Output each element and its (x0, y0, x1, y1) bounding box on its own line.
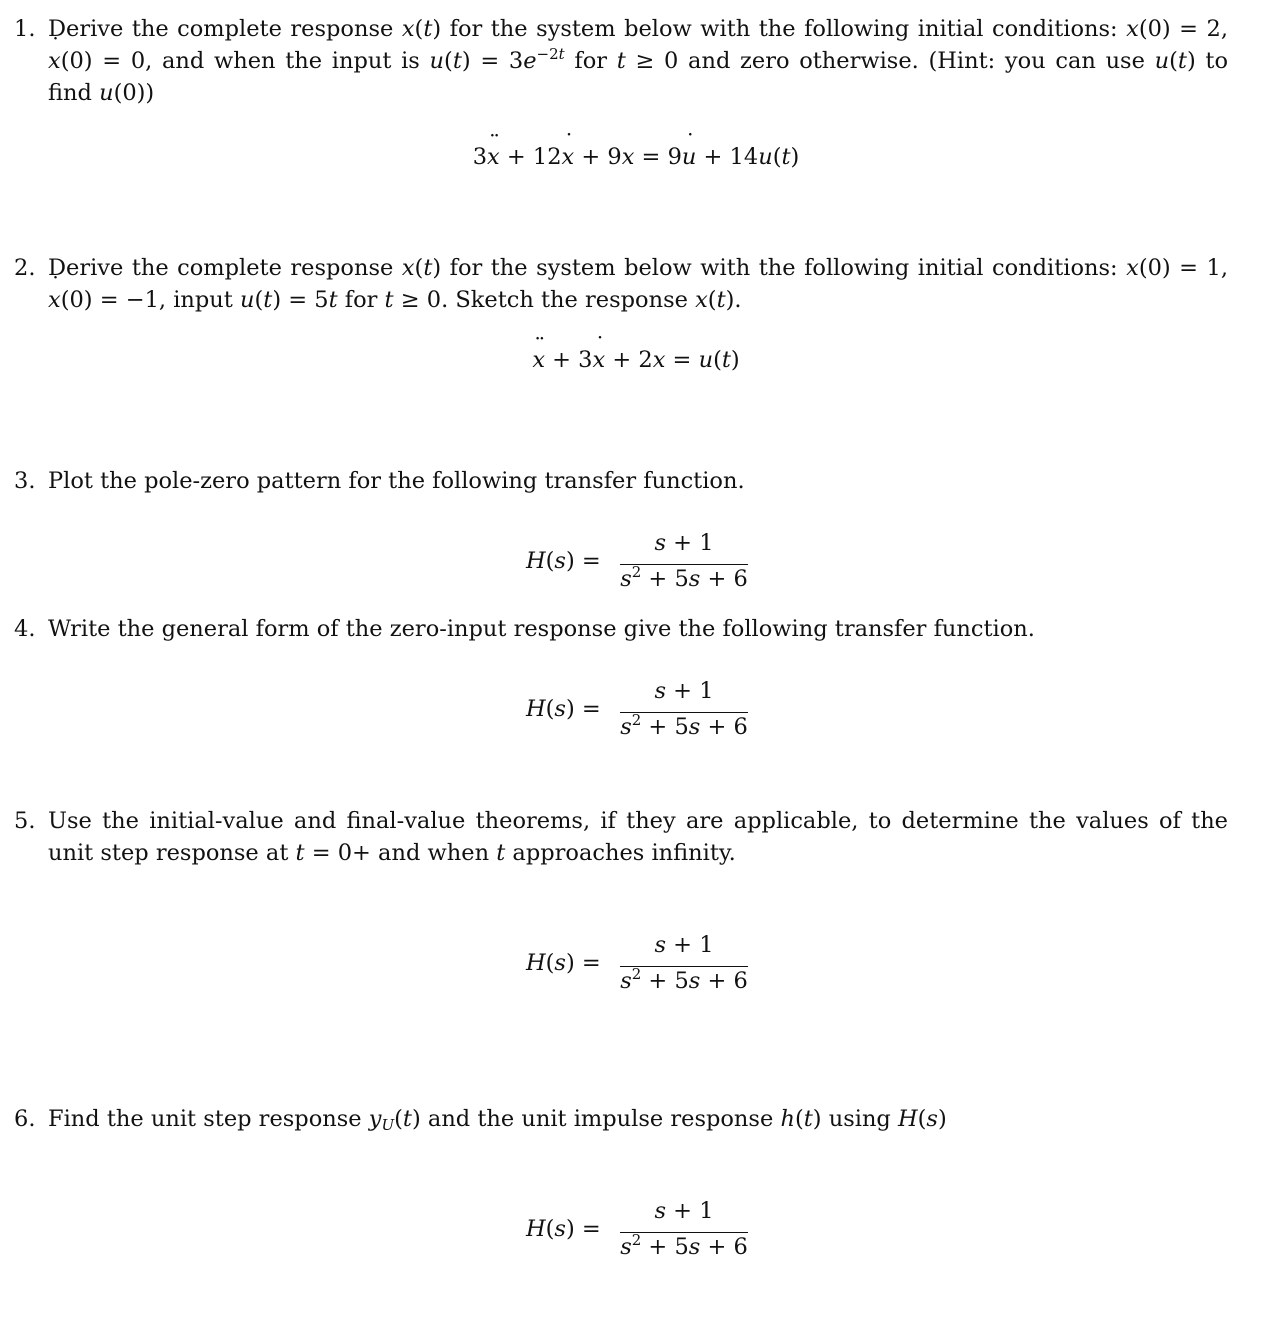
transfer-function-numerator: s + 1 (654, 678, 714, 704)
problem-text-line: x ˙(0) = −1, input u(t) = 5t for t ≥ 0. Sketch the response x(t). (48, 287, 1228, 313)
problem-number: 3. (14, 468, 36, 494)
transfer-function-numerator: s + 1 (654, 1198, 714, 1224)
transfer-function-lhs: H(s) = (526, 1216, 601, 1242)
transfer-function-lhs: H(s) = (526, 696, 601, 722)
equation: x ¨ + 3x ˙ + 2x = u(t) (0, 347, 1272, 373)
transfer-function-denominator: $s^2 + 5s + 6$ (620, 965, 748, 994)
problem-text-line: Find the unit step response $y_U(t)$ and the unit impulse response h(t) using H(s) (48, 1106, 947, 1134)
problem-text-line: unit step response at t = 0+ and when t approaches infinity. (48, 840, 736, 866)
problem-number: 5. (14, 808, 36, 834)
transfer-function-denominator: $s^2 + 5s + 6$ (620, 1231, 748, 1260)
problem-text-line: Use the initial-value and final-value theorems, if they are applicable, to determine the values of the (48, 808, 1228, 834)
transfer-function-denominator: $s^2 + 5s + 6$ (620, 711, 748, 740)
transfer-function (520, 932, 760, 1000)
problem-text-line: Plot the pole-zero pattern for the following transfer function. (48, 468, 745, 494)
transfer-function-lhs: H(s) = (526, 548, 601, 574)
problem-text-line: Derive the complete response x(t) for the system below with the following initial conditions: x(0) = 1, (48, 255, 1228, 281)
problem-text-line: Write the general form of the zero-input response give the following transfer function. (48, 616, 1035, 642)
problem-text-line: x ˙(0) = 0, and when the input is $u(t) = 3e^{-2t}$ for t ≥ 0 and zero otherwise. (Hint: you can use u(t) to (48, 48, 1228, 74)
problem-text-line: find u(0)) (48, 80, 155, 106)
transfer-function-numerator: s + 1 (654, 530, 714, 556)
problem-number: 1. (14, 16, 36, 42)
transfer-function-denominator: $s^2 + 5s + 6$ (620, 563, 748, 592)
equation: 3x ¨ + 12x ˙ + 9x = 9u ˙ + 14u(t) (0, 144, 1272, 170)
transfer-function-lhs: H(s) = (526, 950, 601, 976)
transfer-function-numerator: s + 1 (654, 932, 714, 958)
problem-number: 2. (14, 255, 36, 281)
transfer-function (520, 1198, 760, 1266)
problem-text-line: Derive the complete response x(t) for the system below with the following initial conditions: x(0) = 2, (48, 16, 1228, 42)
transfer-function (520, 678, 760, 746)
problem-number: 4. (14, 616, 36, 642)
transfer-function (520, 530, 760, 598)
problem-number: 6. (14, 1106, 36, 1132)
